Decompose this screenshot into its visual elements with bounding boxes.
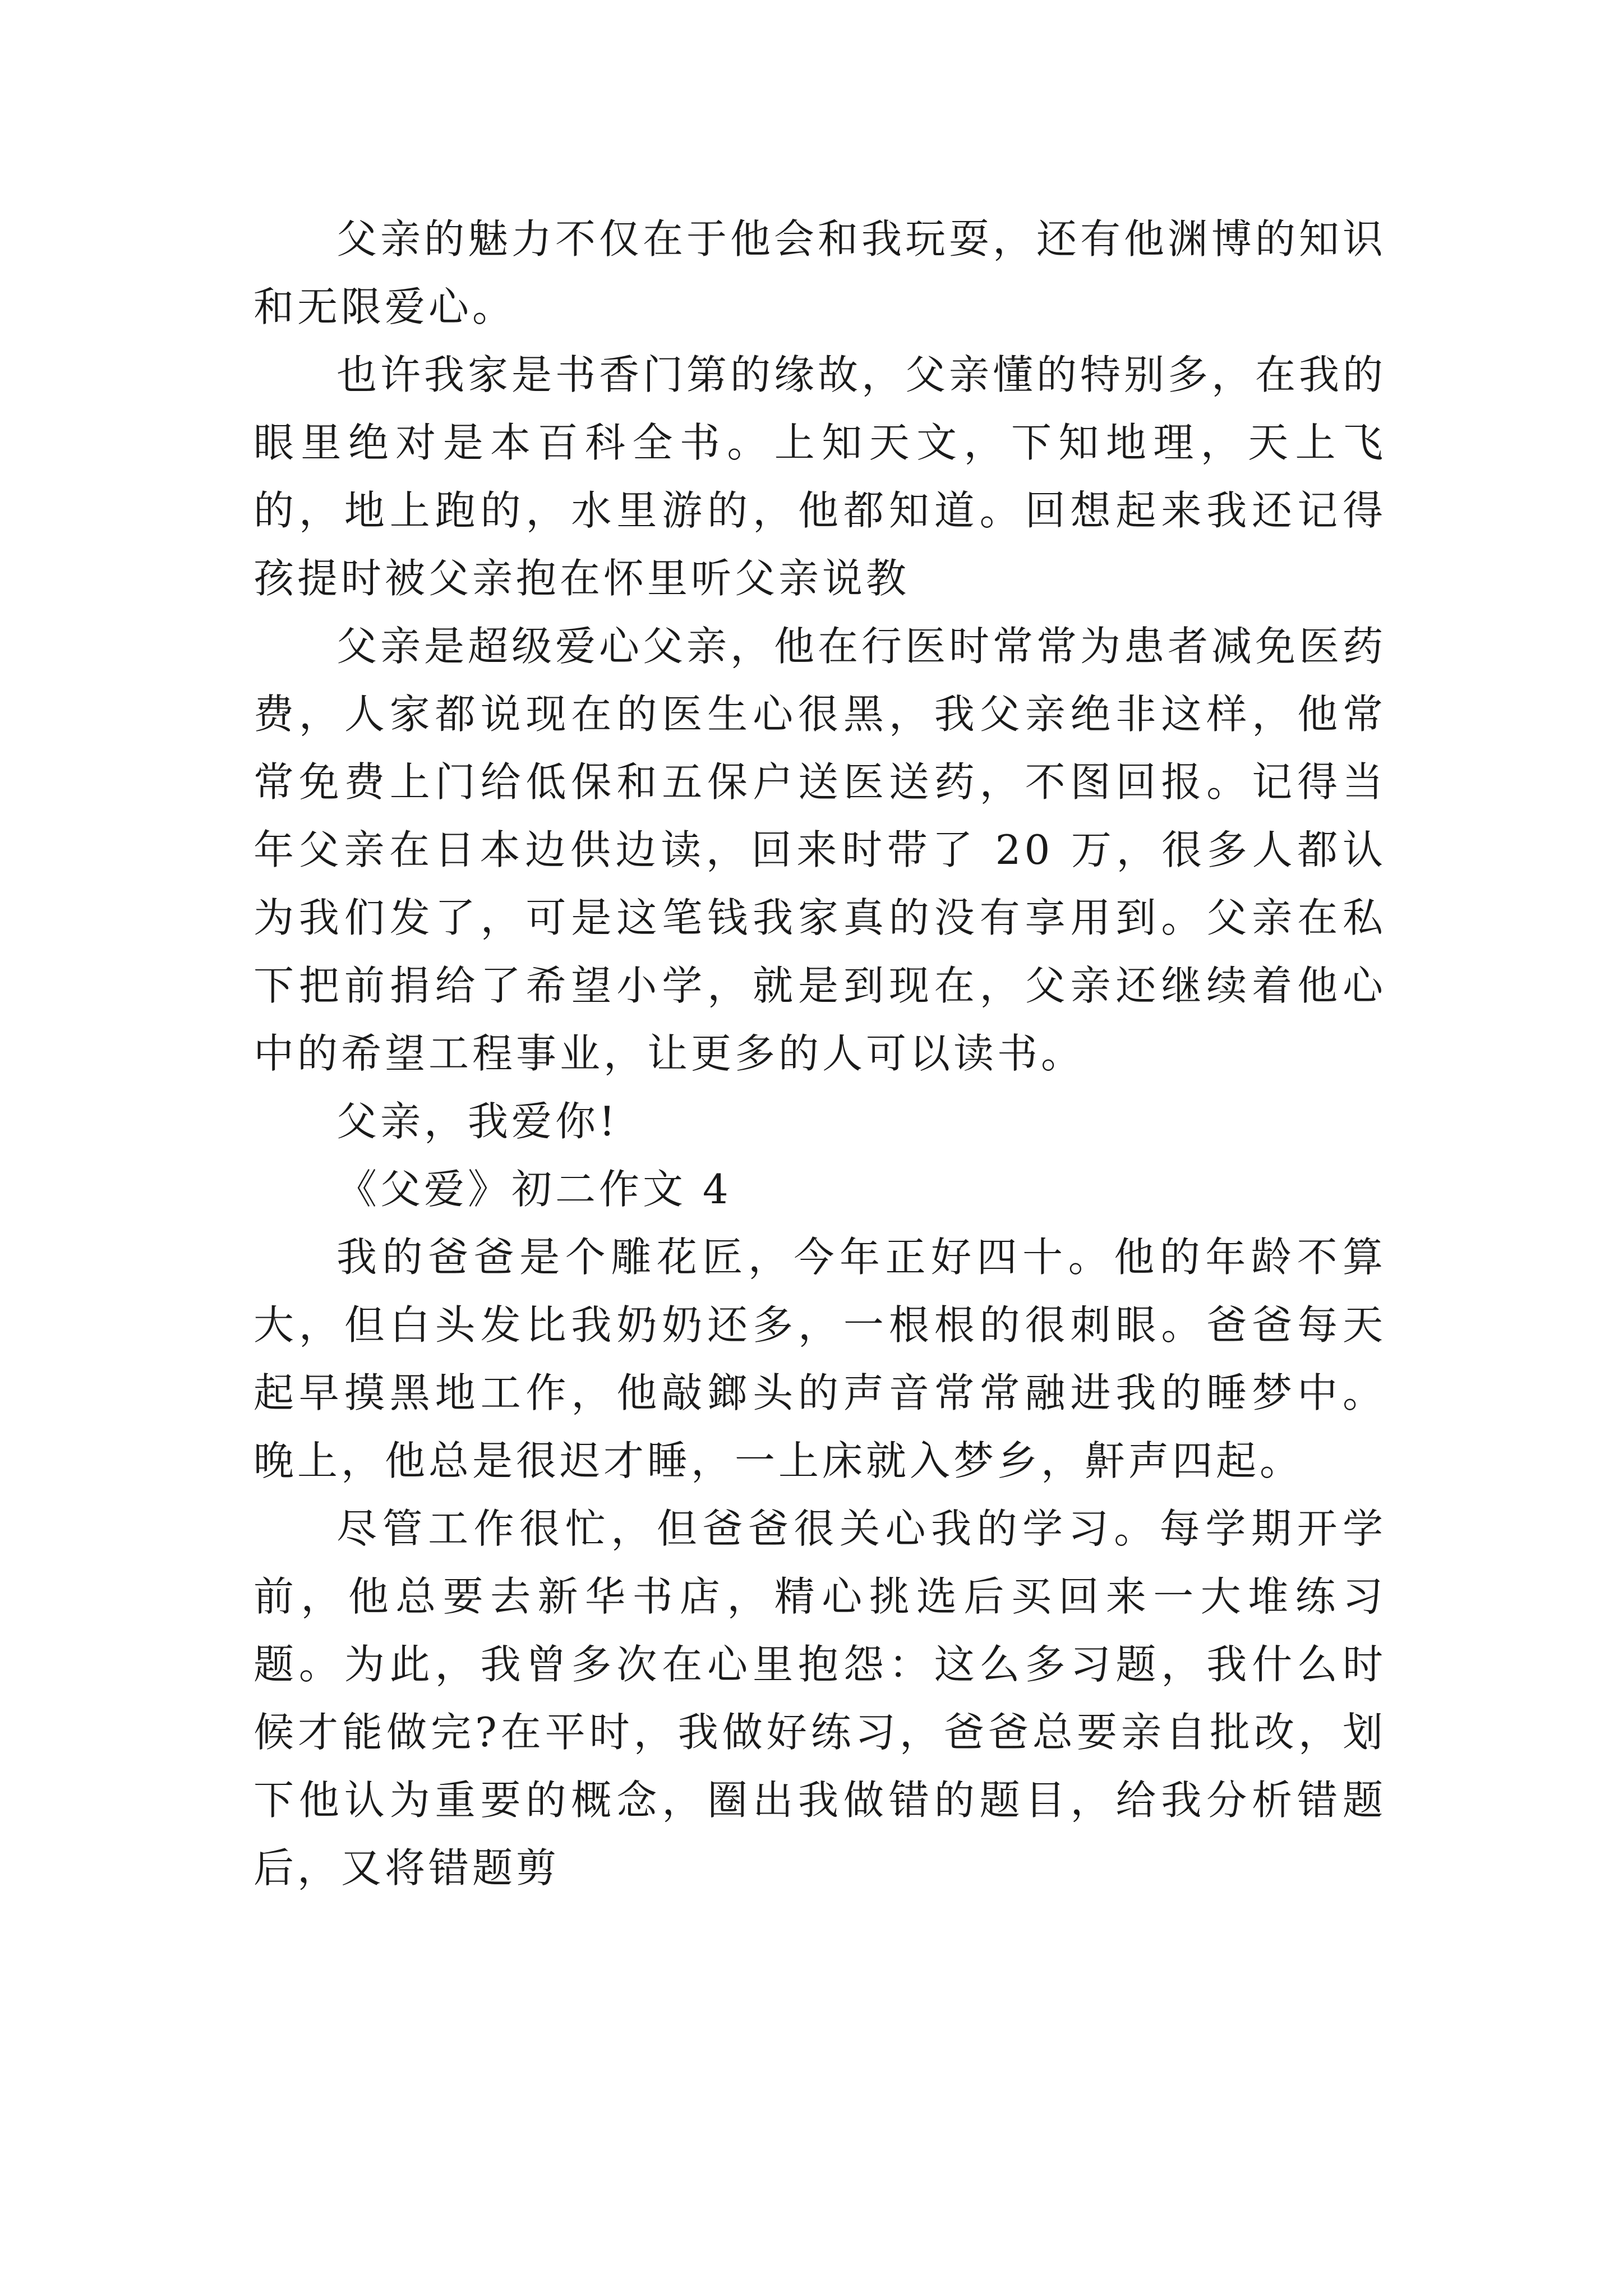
paragraph-dad-study-care: 尽管工作很忙，但爸爸很关心我的学习。每学期开学前，他总要去新华书店，精心挑选后买回来一大堆练习题。为此，我曾多次在心里抱怨：这么多习题，我什么时候才能做完?在平时，我做好练习，爸爸总要亲自批改，划下他认为重要的概念，圈出我做错的题目，给我分析错题后，又将错题剪 — [253, 1505, 1386, 1892]
essay-heading: 《父爱》初二作文 4 — [336, 1166, 732, 1213]
paragraph-carpenter-dad: 我的爸爸是个雕花匠，今年正好四十。他的年龄不算大，但白头发比我奶奶还多，一根根的很刺眼。爸爸每天起早摸黑地工作，他敲鎯头的声音常常融进我的睡梦中。晚上，他总是很迟才睡，一上床就入梦乡，鼾声四起。 — [253, 1234, 1386, 1484]
paragraph-father-love: 父亲，我爱你! — [336, 1098, 619, 1145]
paragraph-father-charm: 父亲的魅力不仅在于他会和我玩耍，还有他渊博的知识和无限爱心。 — [253, 215, 1387, 330]
document-body — [253, 205, 1386, 1902]
paragraph-father-knowledge: 也许我家是书香门第的缘故，父亲懂的特别多，在我的眼里绝对是本百科全书。上知天文，下知地理，天上飞的，地上跑的，水里游的，他都知道。回想起来我还记得孩提时被父亲抱在怀里听父亲说教 — [253, 351, 1387, 602]
paragraph-father-kindness: 父亲是超级爱心父亲，他在行医时常常为患者减免医药费，人家都说现在的医生心很黑，我父亲绝非这样，他常常免费上门给低保和五保户送医送药，不图回报。记得当年父亲在日本边供边读，回来时带了 20 万，很多人都认为我们发了，可是这笔钱我家真的没有享用到。父亲在私下把前捐给了希望小学，就是到现在，父亲还继续着他心中的希望工程事业，让更多的人可以读书。 — [253, 623, 1387, 1077]
